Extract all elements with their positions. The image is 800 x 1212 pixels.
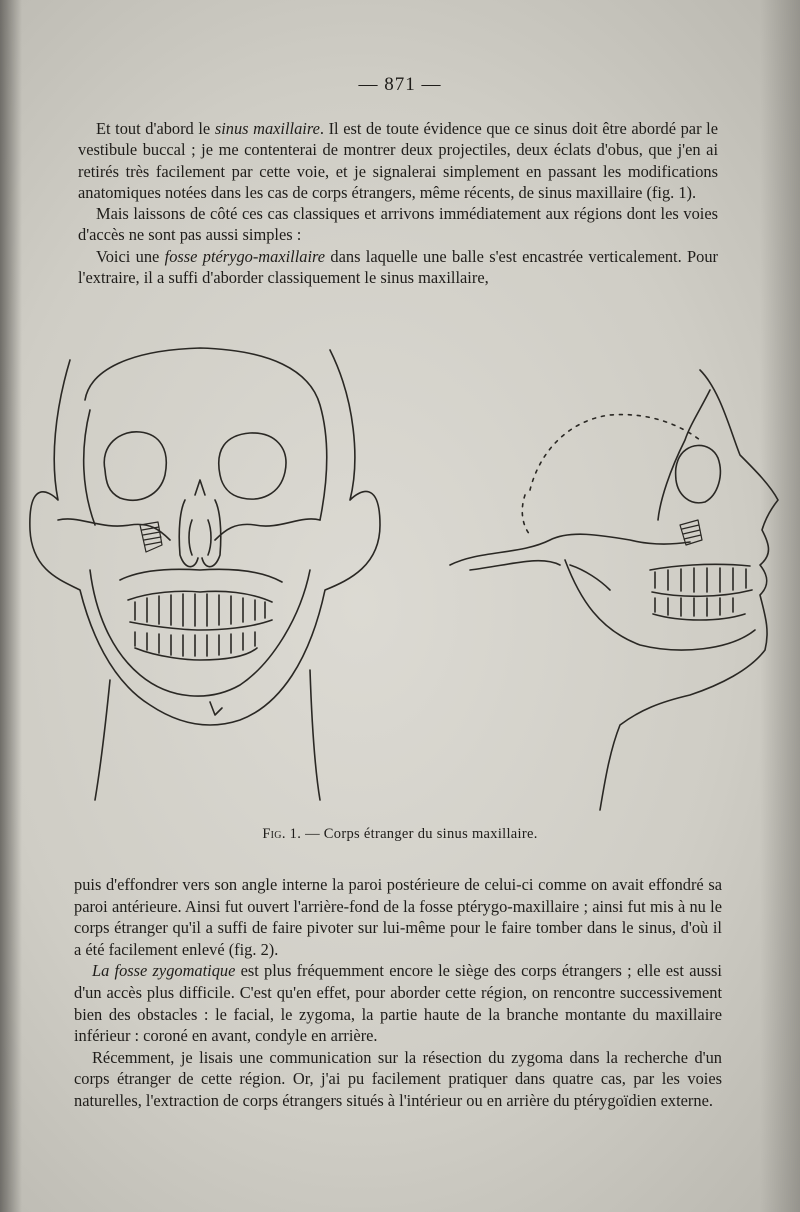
figure-caption-text: — Corps étranger du sinus maxillaire. (301, 826, 538, 842)
paragraph-recemment: Récemment, je lisais une communication sur la résection du zygoma dans la recherche d'un corps étranger de cette région. Or, j'ai pu facilement pratiquer dans quatre cas, par les voies naturelles, l'extraction de corps étrangers situés à l'intérieur ou en arrière du ptérygoïdien externe. (74, 1047, 722, 1110)
front-skull (30, 348, 380, 800)
paragraph-sinus-maxillaire: Et tout d'abord le sinus maxillaire. Il est de toute évidence que ce sinus doit être abordé par le vestibule buccal ; je me contenterai de montrer deux projectiles, deux éclats d'obus, que j'en ai retirés très facilement par cette voie, et je signalerai simplement en passant les modifications anatomiques notées dans les cas de corps étrangers, même récents, de sinus maxillaire (fig. 1). (78, 119, 718, 202)
paragraph-effondrer: puis d'effondrer vers son angle interne la paroi postérieure de celui-ci comme on avait effondré sa paroi antérieure. Ainsi fut ouvert l'arrière-fond de la fosse ptérygo-maxillaire ; ainsi fut mis à nu le corps étranger qu'il a suffi de faire pivoter sur lui-même pour le faire tomber dans le sinus, d'où il a été facilement enlevé (fig. 2). (74, 875, 722, 959)
paragraph-cas-classiques: Mais laissons de côté ces cas classiques et arrivons immédiatement aux régions dont les voies d'accès ne sont pas aussi simples : (78, 204, 718, 245)
figure-caption (0, 826, 800, 843)
figure-label: Fig. 1. (262, 826, 302, 842)
figure-skull-illustration (10, 330, 790, 830)
skull-drawing (10, 330, 790, 830)
top-text-block (78, 118, 718, 288)
paragraph-fosse-zygomatique: La fosse zygomatique est plus fréquemment encore le siège des corps étrangers ; elle est aussi d'un accès plus difficile. C'est qu'en effet, pour aborder cette région, on rencontre successivement bien des obstacles : le facial, le zygoma, la partie haute de la branche montante du maxillaire inférieur : coroné en avant, condyle en arrière. (74, 961, 722, 1046)
page-number: — 871 — (358, 74, 442, 95)
side-skull (450, 370, 778, 810)
paragraph-fosse-pterygo: Voici une fosse ptérygo-maxillaire dans laquelle une balle s'est encastrée verticalement. Pour l'extraire, il a suffi d'aborder classiquement le sinus maxillaire, (78, 246, 718, 288)
bottom-text-block (74, 874, 722, 1112)
foreign-body-marker-side (680, 520, 702, 545)
